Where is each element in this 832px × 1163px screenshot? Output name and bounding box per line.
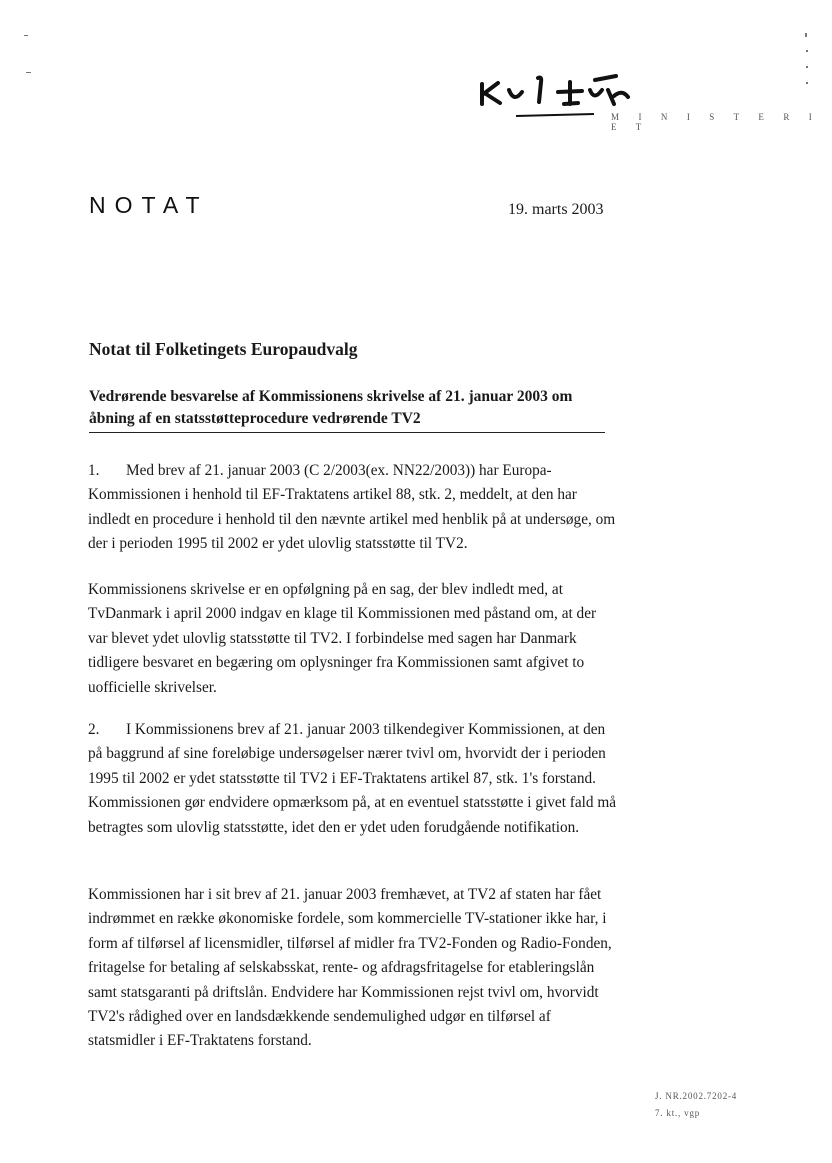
- document-heading: Notat til Folketingets Europaudvalg: [89, 339, 358, 359]
- paragraph-1: [88, 459, 618, 557]
- journal-reference: [655, 1088, 737, 1122]
- scan-speck: [26, 72, 31, 73]
- paragraph-number: 1.: [88, 462, 100, 479]
- scan-speck: [806, 50, 808, 52]
- paragraph-3: [88, 718, 618, 840]
- file-number: J. NR.2002.7202-4: [655, 1091, 738, 1101]
- paragraph-text: Kommissionen har i sit brev af 21. januar 2003 fremhævet, at TV2 af staten har fået indrømmet en række økonomiske fordele, som kommercielle TV-stationer ikke har, i form af tilførsel af licensmidler, tilførsel af midler fra TV2-Fonden og Radio-Fonden, fritagelse for betaling af selskabsskat, rente- og afdragsfritagelse for etableringslån samt statsgaranti på driftslån. Endvidere har Kommissionen rejst tvivl om, hvorvidt TV2's rådighed over en landsdækkende sendemulighed udgør en tilførsel af statsmidler i EF-Traktatens forstand.: [88, 886, 612, 1050]
- paragraph-text: Med brev af 21. januar 2003 (C 2/2003(ex. NN22/2003)) har Europa-Kommissionen i henhold til EF-Traktatens artikel 88, stk. 2, meddelt, at den har indledt en procedure i henhold til den nævnte artikel med henblik på at undersøge, om der i perioden 1995 til 2002 er ydet ulovlig statsstøtte til TV2.: [88, 462, 616, 553]
- document-subject: Vedrørende besvarelse af Kommissionens skrivelse af 21. januar 2003 om åbning af en statsstøtteprocedure vedrørende TV2: [89, 386, 605, 433]
- scan-speck: [24, 35, 28, 36]
- scan-speck: [806, 82, 808, 84]
- paragraph-text: I Kommissionens brev af 21. januar 2003 tilkendegiver Kommissionen, at den på baggrund af sine foreløbige undersøgelser nærer tvivl om, hvorvidt der i perioden 1995 til 2002 er ydet statsstøtte til TV2 i EF-Traktatens artikel 87, stk. 1's forstand. Kommissionen gør endvidere opmærksom på, at en eventuel statsstøtte i givet fald må betragtes som ulovlig statsstøtte, idet den er ydet uden forudgående notifikation.: [88, 721, 617, 836]
- scan-speck: [806, 66, 808, 68]
- document-date: 19. marts 2003: [508, 201, 604, 218]
- file-initials: 7. kt., vgp: [655, 1108, 701, 1118]
- scan-speck: [805, 33, 807, 37]
- ministry-subtitle: M I N I S T E R I E T: [611, 112, 821, 132]
- document-type-label: NOTAT: [89, 192, 209, 218]
- paragraph-number: 2.: [88, 721, 100, 738]
- paragraph-2: [88, 578, 618, 700]
- paragraph-text: Kommissionens skrivelse er en opfølgning på en sag, der blev indledt med, at TvDanmark i april 2000 indgav en klage til Kommissionen med påstand om, at der var blevet ydet ulovlig statsstøtte til TV2. I forbindelse med sagen har Danmark tidligere besvaret en begæring om oplysninger fra Kommissionen samt afgivet to uofficielle skrivelser.: [88, 581, 597, 696]
- paragraph-4: [88, 883, 618, 1054]
